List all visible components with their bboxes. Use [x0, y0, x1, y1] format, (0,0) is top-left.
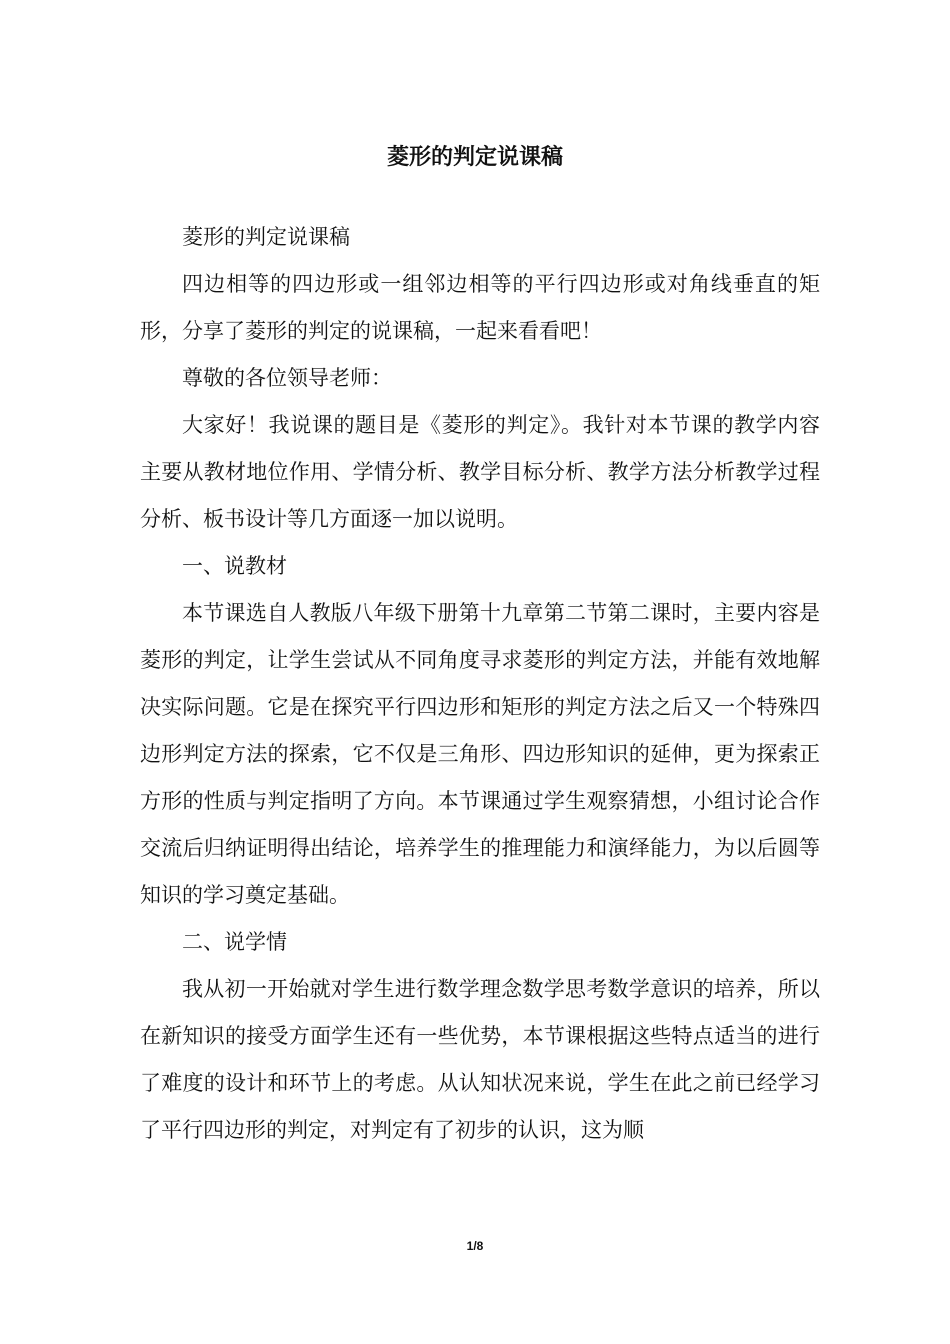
paragraph-greeting: 尊敬的各位领导老师： [182, 366, 392, 390]
paragraph-subtitle: 菱形的判定说课稿 [182, 225, 350, 249]
paragraph-opening: 大家好！我说课的题目是《菱形的判定》。我针对本节课的教学内容主要从教材地位作用、学情分析、教学目标分析、教学方法分析教学过程分析、板书设计等几方面逐一加以说明。 [140, 413, 820, 531]
paragraph-intro: 四边相等的四边形或一组邻边相等的平行四边形或对角线垂直的矩形，分享了菱形的判定的说课稿，一起来看看吧！ [140, 272, 820, 343]
section-heading-students: 二、说学情 [182, 930, 287, 954]
page-number: 1/8 [466, 1239, 484, 1253]
document-body [140, 214, 820, 1154]
document-title: 菱形的判定说课稿 [386, 145, 563, 170]
paragraph-textbook: 本节课选自人教版八年级下册第十九章第二节第二课时，主要内容是菱形的判定，让学生尝试从不同角度寻求菱形的判定方法，并能有效地解决实际问题。它是在探究平行四边形和矩形的判定方法之后又一个特殊四边形判定方法的探索，它不仅是三角形、四边形知识的延伸，更为探索正方形的性质与判定指明了方向。本节课通过学生观察猜想，小组讨论合作交流后归纳证明得出结论，培养学生的推理能力和演绎能力，为以后圆等知识的学习奠定基础。 [140, 601, 820, 907]
section-heading-textbook: 一、说教材 [182, 554, 287, 578]
paragraph-students: 我从初一开始就对学生进行数学理念数学思考数学意识的培养，所以在新知识的接受方面学生还有一些优势，本节课根据这些特点适当的进行了难度的设计和环节上的考虑。从认知状况来说，学生在此之前已经学习了平行四边形的判定，对判定有了初步的认识，这为顺 [140, 977, 820, 1142]
